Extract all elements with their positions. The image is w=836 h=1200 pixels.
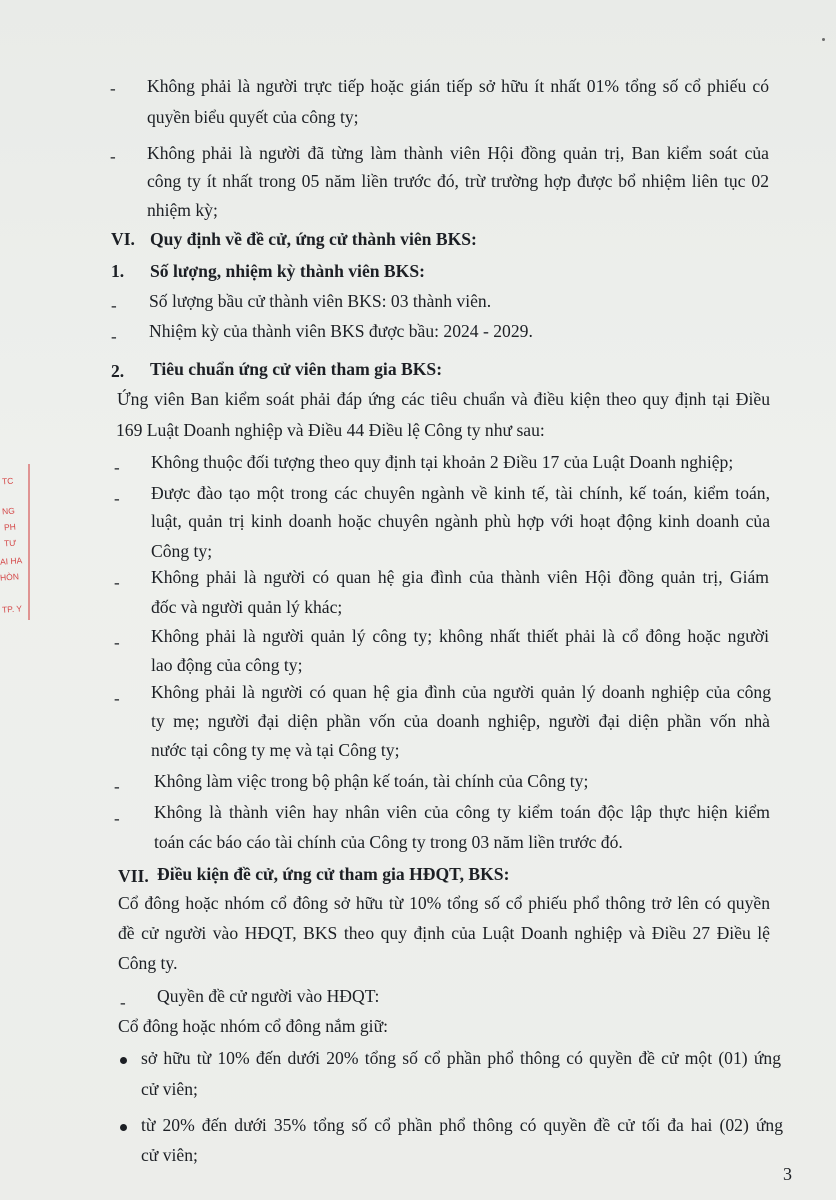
text-line: quyền biểu quyết của công ty; xyxy=(147,107,359,127)
subsection-heading: Số lượng, nhiệm kỳ thành viên BKS: xyxy=(150,261,425,281)
seal-text: NG xyxy=(1,505,16,517)
dash-marker: - xyxy=(114,689,120,708)
text-line: cử viên; xyxy=(141,1079,198,1099)
section-heading: Điều kiện đề cử, ứng cử tham gia HĐQT, BKS: xyxy=(157,864,510,884)
text-line: Không làm việc trong bộ phận kế toán, tài chính của Công ty; xyxy=(154,771,589,791)
text-line: Số lượng bầu cử thành viên BKS: 03 thành viên. xyxy=(149,291,492,311)
dash-marker: - xyxy=(114,633,120,652)
text-line: Công ty. xyxy=(118,953,178,973)
dash-marker: - xyxy=(114,777,120,796)
dash-marker: - xyxy=(114,573,120,592)
seal-text: PH xyxy=(3,521,17,533)
text-line: sở hữu từ 10% đến dưới 20% tổng số cổ phần phổ thông có quyền đề cử một (01) ứng xyxy=(141,1048,781,1068)
red-seal-fragment xyxy=(0,468,32,618)
seal-text: HÒN xyxy=(0,571,20,583)
text-line: Không phải là người đã từng làm thành viên Hội đồng quản trị, Ban kiểm soát của xyxy=(147,143,769,163)
text-line: Không phải là người có quan hệ gia đình của thành viên Hội đồng quản trị, Giám xyxy=(151,567,769,587)
text-line: lao động của công ty; xyxy=(151,655,303,675)
dash-marker: - xyxy=(110,147,116,166)
text-line: luật, quản trị kinh doanh hoặc chuyên ngành phù hợp với hoạt động kinh doanh của xyxy=(151,511,770,531)
text-line: Cổ đông hoặc nhóm cổ đông sở hữu từ 10% tổng số cổ phiếu phổ thông trở lên có quyền xyxy=(118,893,770,913)
text-line: Quyền đề cử người vào HĐQT: xyxy=(157,986,380,1006)
dash-marker: - xyxy=(114,458,120,477)
bullet-dot xyxy=(120,1124,127,1131)
text-line: Được đào tạo một trong các chuyên ngành về kinh tế, tài chính, kế toán, kiểm toán, xyxy=(151,483,770,503)
subsection-number: 2. xyxy=(111,361,125,381)
text-line: Không thuộc đối tượng theo quy định tại khoản 2 Điều 17 của Luật Doanh nghiệp; xyxy=(151,452,734,472)
text-line: 169 Luật Doanh nghiệp và Điều 44 Điều lệ Công ty như sau: xyxy=(116,420,545,440)
scan-speck xyxy=(822,38,825,41)
text-line: Cổ đông hoặc nhóm cổ đông nắm giữ: xyxy=(118,1016,388,1036)
text-line: Nhiệm kỳ của thành viên BKS được bầu: 2024 - 2029. xyxy=(149,321,533,341)
text-line: nhiệm kỳ; xyxy=(147,200,218,220)
seal-text: TP. Y xyxy=(1,603,23,615)
section-heading: Quy định về đề cử, ứng cử thành viên BKS: xyxy=(150,229,477,249)
text-line: nước tại công ty mẹ và tại Công ty; xyxy=(151,740,400,760)
subsection-number: 1. xyxy=(111,261,125,281)
dash-marker: - xyxy=(110,79,116,98)
text-line: Không phải là người quản lý công ty; không nhất thiết phải là cổ đông hoặc người xyxy=(151,626,769,646)
text-line: Ứng viên Ban kiểm soát phải đáp ứng các tiêu chuẩn và điều kiện theo quy định tại Điều xyxy=(117,389,770,409)
text-line: đề cử người vào HĐQT, BKS theo quy định của Luật Doanh nghiệp và Điều 27 Điều lệ xyxy=(118,923,770,943)
text-line: ty mẹ; người đại diện phần vốn của doanh nghiệp, người đại diện phần vốn nhà xyxy=(151,711,770,731)
dash-marker: - xyxy=(111,327,117,346)
section-number: VII. xyxy=(118,866,149,886)
page-number: 3 xyxy=(783,1164,792,1184)
text-line: Không phải là người có quan hệ gia đình của người quản lý doanh nghiệp của công xyxy=(151,682,771,702)
text-line: công ty ít nhất trong 05 năm liền trước đó, trừ trường hợp được bổ nhiệm liên tục 02 xyxy=(147,171,769,191)
dash-marker: - xyxy=(114,809,120,828)
subsection-heading: Tiêu chuẩn ứng cử viên tham gia BKS: xyxy=(150,359,443,379)
bullet-dot xyxy=(120,1057,127,1064)
text-line: Không phải là người trực tiếp hoặc gián tiếp sở hữu ít nhất 01% tổng số cổ phiếu có xyxy=(147,76,769,96)
text-line: đốc và người quản lý khác; xyxy=(151,597,343,617)
section-number: VI. xyxy=(111,229,135,249)
dash-marker: - xyxy=(120,993,126,1012)
text-line: từ 20% đến dưới 35% tổng số cổ phần phổ thông có quyền đề cử tối đa hai (02) ứng xyxy=(141,1115,783,1135)
text-line: toán các báo cáo tài chính của Công ty trong 03 năm liền trước đó. xyxy=(154,832,623,852)
text-line: cử viên; xyxy=(141,1145,198,1165)
seal-text: TƯ xyxy=(3,537,17,549)
dash-marker: - xyxy=(111,296,117,315)
seal-text: TC xyxy=(1,475,14,487)
text-line: Công ty; xyxy=(151,541,213,561)
seal-text: AI HA xyxy=(0,555,23,567)
text-line: Không là thành viên hay nhân viên của công ty kiểm toán độc lập thực hiện kiểm xyxy=(154,802,770,822)
dash-marker: - xyxy=(114,489,120,508)
